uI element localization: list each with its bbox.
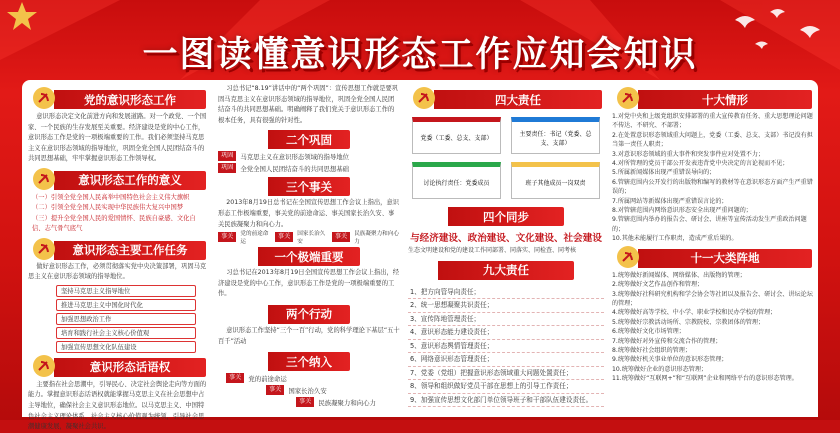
list-item: 8.统筹做好社会组织的管理； [612, 346, 691, 354]
party-emblem-icon [616, 245, 640, 269]
section-header [638, 90, 812, 109]
list-item: 2、统一思想凝聚共识责任； [408, 299, 604, 313]
task-item: 培育和践行社会主义核心价值观 [56, 327, 196, 339]
column-4 [612, 80, 814, 417]
page-title: 一图读懂意识形态工作应知会知识 [142, 35, 698, 75]
section-header [438, 261, 574, 280]
tag-label: 巩固 [218, 151, 236, 161]
tag-text: 党的前途命运 [248, 374, 287, 383]
list-item: 9.管辖范围内举办的报告会、研讨会、讲座等宣传活动发生严重政治问题的； [612, 216, 807, 233]
tag-label: 事关 [296, 397, 314, 407]
section-text: 意识形态决定文化前进方向和发展道路。对一个政党、一个国家、一个民族的生存发展至关重要。经济建设是党的中心工作，意识形态工作是党的一项极端重要的工作。我们必须坚持马克思主义在意识形态领域的指导地位，巩固全党全国人民团结奋斗的共同思想基础，牢牢掌握意识形态工作领导权。 [28, 113, 207, 163]
party-emblem-icon [412, 86, 436, 110]
list-item: 2.统筹做好文艺作品创作和管理； [612, 281, 704, 289]
tag-row [226, 373, 400, 383]
list-item: 8.对管辖范围内网络意识形态安全出现严重问题的； [612, 207, 752, 215]
section-header [268, 305, 350, 324]
grid-cell: 讨论执行责任：党委成员 [412, 162, 501, 199]
section-header [54, 241, 206, 260]
section-header [448, 207, 564, 226]
party-emblem-icon [32, 167, 56, 191]
section-header [54, 358, 206, 377]
tag-label: 巩固 [218, 163, 236, 173]
section-text: 习总书记在2013年8月19日全国宣传思想工作会议上指出，经济建设是党的中心工作，意识形态工作是党的一项极端重要的工作。 [218, 269, 400, 298]
section-title: 党的意识形态工作 [84, 92, 176, 107]
list-item: 3.统筹做好社科研究机构和学会协会等社团以及报告会、研讨会、讲坛论坛的管理； [612, 290, 813, 307]
section-header [434, 90, 602, 109]
tag-label: 事关 [275, 232, 293, 242]
list-item: 4、意识形态能力建设责任； [408, 326, 604, 340]
list-item: （二）引领全党全国人民实现中华民族伟大复兴中国梦 [32, 204, 184, 212]
party-emblem-icon [32, 86, 56, 110]
section-title: 四大责任 [495, 92, 541, 107]
list-item: 9.统筹做好机关事业单位的意识形态管理； [612, 356, 728, 364]
section-title: 三个事关 [286, 179, 332, 194]
tag-row [296, 397, 400, 407]
list-item: 3.对意识形态领域的重大事件和突发事件应对处置不力； [612, 150, 765, 158]
section-header [268, 130, 350, 149]
section-title: 意识形态工作的意义 [78, 173, 182, 188]
tag-row [266, 385, 400, 395]
tag-text: 国家长治久安 [297, 231, 326, 246]
list-item: 7、党委（党组）把握意识形态领域重大问题处置责任； [408, 367, 604, 381]
task-item: 加强宣传思想文化队伍建设 [56, 341, 196, 353]
section-text: 意识形态工作坚持“三个一百”行动，党的科学理论下基层“五十百千”活动 [218, 326, 400, 345]
star-icon [7, 2, 37, 30]
section-text: 2013年8月19日总书记在全国宣传思想工作会议上指出，意识形态工作极端重要，事关党的前途命运、事关国家长治久安、事关民族凝聚力和向心力。 [218, 199, 400, 228]
tag-label: 事关 [332, 232, 350, 242]
tag-text: 国家长治久安 [288, 386, 327, 395]
sync-headline: 与经济建设、政治建设、文化建设、社会建设 [410, 233, 602, 244]
section-header [268, 177, 350, 196]
grid-cell: 班子其他成员一岗双责 [511, 162, 600, 199]
task-item: 推进马克思主义中国化时代化 [56, 299, 196, 311]
tag-text: 全党全国人民团结奋斗的共同思想基础 [240, 164, 350, 173]
tag-label: 事关 [226, 373, 244, 383]
list-item: 2.在处置意识形态领域重大问题上，党委（工委、总支、支部）书记没有担当第一责任人职责； [612, 131, 813, 149]
tag-text: 民族凝聚力和向心力 [354, 231, 399, 246]
section-header [54, 171, 206, 190]
column-3 [408, 80, 604, 417]
list-item: 6、网络意识形态管理责任； [408, 353, 604, 367]
grid-cell: 主要责任：书记（党委、总支、支部） [511, 117, 600, 154]
list-item: 4.对所管理的党员干部公开发表违背党中央决定的言论视而不见； [612, 160, 789, 168]
list-item: 5、意识形态舆情管理责任； [408, 340, 604, 354]
list-item: 4.统筹做好高等学校、中小学、职业学校和民办学校的管理； [612, 309, 777, 317]
list-item: 5.统筹做好宗教活动场所、宗教院校、宗教团体的管理； [612, 318, 765, 326]
tag-label: 事关 [266, 385, 284, 395]
party-emblem-icon [32, 237, 56, 261]
tag-label: 事关 [218, 232, 236, 242]
list-item: 1、把方向管导向责任； [408, 286, 604, 300]
section-header [54, 90, 206, 109]
section-title: 意识形态话语权 [89, 360, 171, 375]
sync-note: 生态文明建设和党的建设工作同部署、同落实、同检查、同考核 [408, 247, 577, 254]
responsibility-grid [412, 117, 600, 199]
list-item: 10.统筹做好企业的意识形态管理； [612, 365, 708, 373]
content-panel [22, 80, 818, 431]
column-1 [28, 80, 208, 431]
list-item: （一）引领全党全国人民高举中国特色社会主义伟大旗帜 [32, 193, 190, 201]
tag-text: 党的前途命运 [240, 231, 269, 246]
list-item: 10.其他未能履行工作职责，造成严重后果的。 [612, 235, 738, 243]
section-header [638, 249, 812, 268]
party-emblem-icon [32, 354, 56, 378]
party-emblem-icon [616, 86, 640, 110]
tag-row [218, 231, 400, 246]
section-title: 意识形态主要工作任务 [72, 243, 188, 258]
list-item: 11.统筹做好“互联网+”和“互联网”企业和网络平台的意识形态管理。 [612, 375, 798, 383]
list-item: 3、宣传阵地管理责任； [408, 313, 604, 327]
tag-row [218, 163, 400, 173]
section-title: 九大责任 [483, 263, 529, 278]
list-item: 6.管辖范围内公开发行的出版物和编写的教材等在意识形态方面产生严重错误的； [612, 178, 813, 196]
list-item: 7.统筹做好对外宣传和交流合作的管理； [612, 337, 722, 345]
section-text: 习总书记“8.19”讲话中的“两个巩固”：宣传思想工作就是要巩固马克思主义在意识形态领域的指导地位，巩固全党全国人民团结奋斗的共同思想基础。明确阐释了我们党关于意识形态工作的根本任务，具有很强的针对性。 [218, 85, 399, 124]
list-item: （三）提升全党全国人民的爱国情怀、民族自豪感、文化自信、志气骨气底气 [32, 214, 196, 233]
section-header [268, 352, 350, 371]
column-2 [218, 80, 400, 417]
section-text: 主要指在社会思潮中，引导民心、决定社会舆论走向等方面的能力。掌握意识形态话语权就能掌握马克思主义在社会思想中占主导地位，确保社会主义意识形态地位。以马克思主义、中国特色社会主义理论体系、社会主义核心价值观为统领，引导社会思潮健康发展，凝聚社会共识。 [28, 380, 207, 431]
section-title: 二个巩固 [286, 132, 332, 147]
list-item: 1.统筹做好新闻媒体、网络媒体、出版物的管理； [612, 271, 746, 279]
tag-text: 马克思主义在意识形态领域的指导地位 [240, 152, 350, 161]
grid-cell: 党委（工委、总支、支部） [412, 117, 501, 154]
section-text: 做好意识形态工作，必须贯彻落实党中央决策部署，巩固马克思主义在意识形态领域的指导地位。 [28, 262, 207, 281]
section-title: 四个同步 [483, 209, 529, 224]
section-title: 十一大类阵地 [690, 251, 760, 266]
section-title: 一个极端重要 [274, 249, 344, 264]
list-item: 1.对党中央和上级党组织安排部署的重大宣传教育任务、重大思想理论问题不传达、不研究、不部署； [612, 113, 813, 130]
tag-text: 民族凝聚力和向心力 [318, 398, 376, 407]
list-item: 6.统筹做好文化市场管理； [612, 328, 685, 336]
list-item: 9、加强宣传思想文化部门单位领导班子和干部队伍建设责任。 [408, 394, 604, 408]
section-title: 三个纳入 [286, 354, 332, 369]
task-item: 坚持马克思主义指导地位 [56, 285, 196, 297]
list-item: 5.所属新闻媒体出现严重错误导向的； [612, 169, 716, 177]
list-item: 8、领导和组织做好党员干部在思想上的引导工作责任； [408, 380, 604, 394]
section-header [258, 247, 360, 266]
task-item: 加强思想政治工作 [56, 313, 196, 325]
section-title: 两个行动 [286, 307, 332, 322]
section-title: 十大情形 [702, 92, 748, 107]
list-item: 7.所属网站等新媒体出现严重错误言论的； [612, 197, 728, 205]
tag-row [218, 151, 400, 161]
